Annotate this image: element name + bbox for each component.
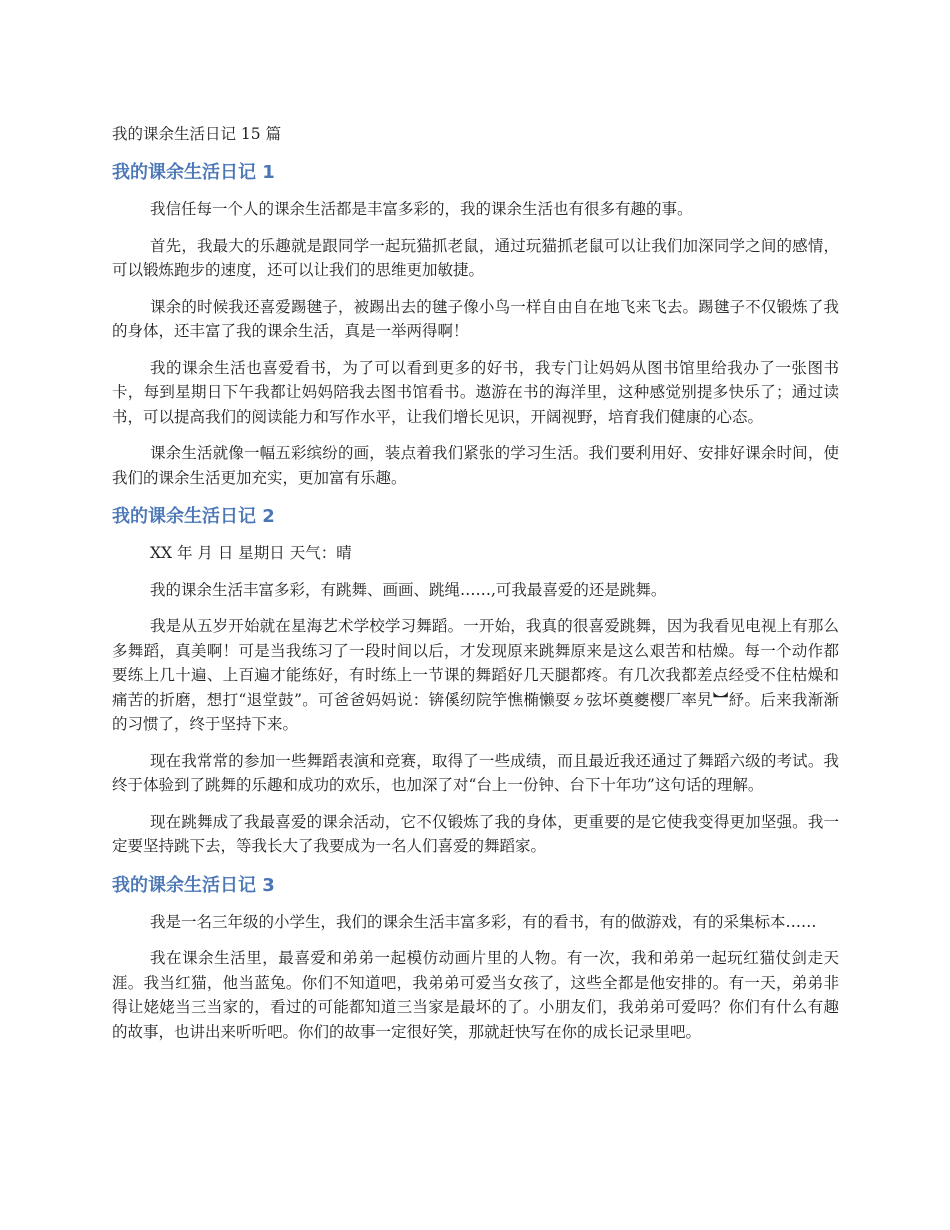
paragraph: 现在跳舞成了我最喜爱的课余活动，它不仅锻炼了我的身体，更重要的是它使我变得更加坚强。我一定要坚持跳下去，等我长大了我要成为一名人们喜爱的舞蹈家。 xyxy=(112,812,839,855)
diary-section-3 xyxy=(112,871,839,1045)
paragraph: 我的课余生活也喜爱看书，为了可以看到更多的好书，我专门让妈妈从图书馆里给我办了一张图书卡，每到星期日下午我都让妈妈陪我去图书馆看书。遨游在书的海洋里，这种感觉别提多快乐了；通过读书，可以提高我们的阅读能力和写作水平，让我们增长见识，开阔视野，培育我们健康的心态。 xyxy=(112,358,839,426)
paragraph: 课余生活就像一幅五彩缤纷的画，装点着我们紧张的学习生活。我们要利用好、安排好课余时间，使我们的课余生活更加充实，更加富有乐趣。 xyxy=(112,444,839,487)
diary-section-2 xyxy=(112,502,839,859)
paragraph: 我的课余生活丰富多彩，有跳舞、画画、跳绳……,可我最喜爱的还是跳舞。 xyxy=(150,580,667,599)
paragraph: 现在我常常的参加一些舞蹈表演和竞赛，取得了一些成绩，而且最近我还通过了舞蹈六级的考试。我终于体验到了跳舞的乐趣和成功的欢乐，也加深了对“台上一份钟、台下十年功”这句话的理解。 xyxy=(112,751,839,794)
paragraph: 课余的时候我还喜爱踢毽子，被踢出去的毽子像小鸟一样自由自在地飞来飞去。踢毽子不仅锻炼了我的身体，还丰富了我的课余生活，真是一举两得啊！ xyxy=(112,297,839,340)
document-page xyxy=(112,122,839,1056)
diary-section-1 xyxy=(112,158,839,490)
paragraph: 我信任每一个人的课余生活都是丰富多彩的，我的课余生活也有很多有趣的事。 xyxy=(150,200,693,218)
document-title: 我的课余生活日记 15 篇 xyxy=(112,125,282,143)
date-weather-line: XX 年 月 日 星期日 天气：晴 xyxy=(150,544,352,562)
section-heading: 我的课余生活日记 3 xyxy=(112,874,275,896)
paragraph: 我是一名三年级的小学生，我们的课余生活丰富多彩，有的看书，有的做游戏，有的采集标本…… xyxy=(150,912,817,931)
section-heading: 我的课余生活日记 2 xyxy=(112,506,275,527)
paragraph: 首先，我最大的乐趣就是跟同学一起玩猫抓老鼠，通过玩猫抓老鼠可以让我们加深同学之间的感情，可以锻炼跑步的速度，还可以让我们的思维更加敏捷。 xyxy=(112,236,839,279)
paragraph: 我在课余生活里，最喜爱和弟弟一起模仿动画片里的人物。有一次，我和弟弟一起玩红猫仗剑走天涯。我当红猫，他当蓝兔。你们不知道吧，我弟弟可爱当女孩了，这些全都是他安排的。有一天，弟弟非得让姥姥当三当家的，看过的可能都知道三当家是最坏的了。小朋友们，我弟弟可爱吗？你们有什么有趣的故事，也讲出来听听吧。你们的故事一定很好笑，那就赶快写在你的成长记录里吧。 xyxy=(112,949,839,1041)
paragraph: 我是从五岁开始就在星海艺术学校学习舞蹈。一开始，我真的很喜爱跳舞，因为我看见电视上有那么多舞蹈，真美啊！可是当我练习了一段时间以后，才发现原来跳舞原来是这么艰苦和枯燥。每一个动作都要练上几十遍、上百遍才能练好，有时练上一节课的舞蹈好几天腿都疼。有几次我都差点经受不住枯燥和痛苦的折磨，想打“退堂鼓”。可爸爸妈妈说：锛傒纫院竽憔椭懒耍ㄉ弦坏奠夔樱厂率旯︼紓。后来我渐渐的习惯了，终于坚持下来。 xyxy=(112,617,839,733)
section-heading: 我的课余生活日记 1 xyxy=(112,162,275,183)
